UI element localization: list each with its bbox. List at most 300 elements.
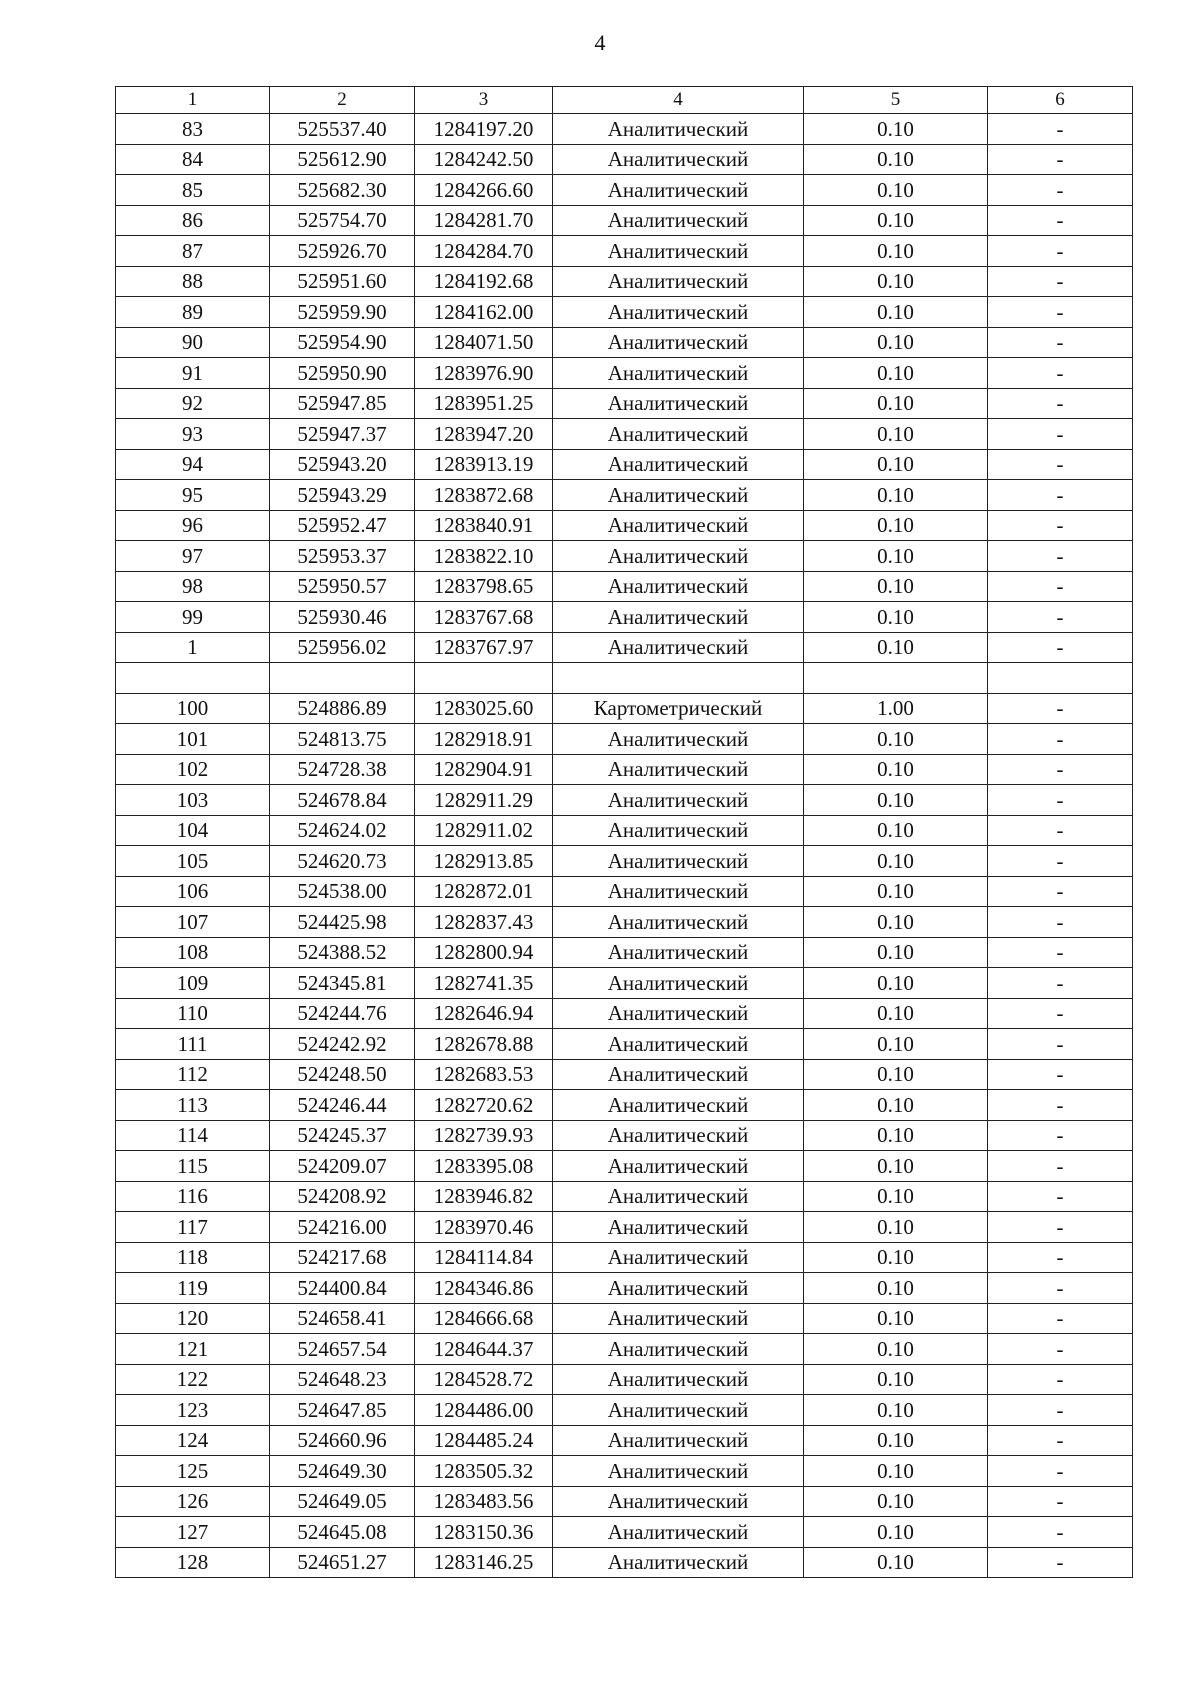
accuracy-cell: 0.10 bbox=[804, 266, 988, 297]
table-row bbox=[116, 724, 1133, 755]
point-number-cell bbox=[116, 663, 270, 694]
table-row bbox=[116, 388, 1133, 419]
table-row bbox=[116, 205, 1133, 236]
point-number-cell: 118 bbox=[116, 1242, 270, 1273]
y-coordinate-cell: 1284346.86 bbox=[415, 1273, 553, 1304]
column-header-6: 6 bbox=[988, 87, 1133, 114]
table-row bbox=[116, 1181, 1133, 1212]
accuracy-cell: 0.10 bbox=[804, 1547, 988, 1578]
y-coordinate-cell: 1282646.94 bbox=[415, 998, 553, 1029]
accuracy-cell: 0.10 bbox=[804, 175, 988, 206]
accuracy-cell: 0.10 bbox=[804, 541, 988, 572]
point-number-cell: 121 bbox=[116, 1334, 270, 1365]
method-cell: Аналитический bbox=[553, 1425, 804, 1456]
table-row bbox=[116, 1456, 1133, 1487]
point-number-cell: 85 bbox=[116, 175, 270, 206]
table-row bbox=[116, 663, 1133, 694]
x-coordinate-cell: 524645.08 bbox=[270, 1517, 415, 1548]
accuracy-cell: 0.10 bbox=[804, 1090, 988, 1121]
x-coordinate-cell: 524216.00 bbox=[270, 1212, 415, 1243]
table-row bbox=[116, 510, 1133, 541]
method-cell: Аналитический bbox=[553, 602, 804, 633]
table-row bbox=[116, 1486, 1133, 1517]
method-cell: Аналитический bbox=[553, 1212, 804, 1243]
x-coordinate-cell: 524647.85 bbox=[270, 1395, 415, 1426]
accuracy-cell: 0.10 bbox=[804, 1212, 988, 1243]
method-cell bbox=[553, 663, 804, 694]
y-coordinate-cell: 1284197.20 bbox=[415, 114, 553, 145]
method-cell: Аналитический bbox=[553, 114, 804, 145]
table-row bbox=[116, 937, 1133, 968]
x-coordinate-cell: 524813.75 bbox=[270, 724, 415, 755]
point-number-cell: 108 bbox=[116, 937, 270, 968]
method-cell: Аналитический bbox=[553, 815, 804, 846]
y-coordinate-cell: 1282911.29 bbox=[415, 785, 553, 816]
method-cell: Аналитический bbox=[553, 205, 804, 236]
table-row bbox=[116, 1029, 1133, 1060]
y-coordinate-cell: 1284114.84 bbox=[415, 1242, 553, 1273]
table-row bbox=[116, 815, 1133, 846]
table-row bbox=[116, 1151, 1133, 1182]
point-number-cell: 96 bbox=[116, 510, 270, 541]
method-cell: Аналитический bbox=[553, 1120, 804, 1151]
table-row bbox=[116, 1090, 1133, 1121]
table-row bbox=[116, 1517, 1133, 1548]
table-row bbox=[116, 602, 1133, 633]
x-coordinate-cell: 524648.23 bbox=[270, 1364, 415, 1395]
y-coordinate-cell: 1282800.94 bbox=[415, 937, 553, 968]
accuracy-cell: 0.10 bbox=[804, 1120, 988, 1151]
y-coordinate-cell: 1282837.43 bbox=[415, 907, 553, 938]
accuracy-cell: 0.10 bbox=[804, 1395, 988, 1426]
y-coordinate-cell: 1282739.93 bbox=[415, 1120, 553, 1151]
point-number-cell: 94 bbox=[116, 449, 270, 480]
point-number-cell: 98 bbox=[116, 571, 270, 602]
method-cell: Аналитический bbox=[553, 1334, 804, 1365]
x-coordinate-cell: 524400.84 bbox=[270, 1273, 415, 1304]
accuracy-cell: 0.10 bbox=[804, 602, 988, 633]
accuracy-cell bbox=[804, 663, 988, 694]
x-coordinate-cell: 525950.90 bbox=[270, 358, 415, 389]
method-cell: Аналитический bbox=[553, 419, 804, 450]
x-coordinate-cell: 525947.85 bbox=[270, 388, 415, 419]
note-cell: - bbox=[988, 1120, 1133, 1151]
x-coordinate-cell: 525943.20 bbox=[270, 449, 415, 480]
point-number-cell: 119 bbox=[116, 1273, 270, 1304]
accuracy-cell: 0.10 bbox=[804, 1517, 988, 1548]
point-number-cell: 84 bbox=[116, 144, 270, 175]
accuracy-cell: 0.10 bbox=[804, 1273, 988, 1304]
table-row bbox=[116, 1212, 1133, 1243]
method-cell: Аналитический bbox=[553, 1486, 804, 1517]
coordinates-table-container bbox=[115, 86, 1132, 1578]
accuracy-cell: 0.10 bbox=[804, 1364, 988, 1395]
method-cell: Аналитический bbox=[553, 724, 804, 755]
note-cell: - bbox=[988, 907, 1133, 938]
table-row bbox=[116, 480, 1133, 511]
y-coordinate-cell: 1283913.19 bbox=[415, 449, 553, 480]
accuracy-cell: 0.10 bbox=[804, 724, 988, 755]
point-number-cell: 123 bbox=[116, 1395, 270, 1426]
y-coordinate-cell: 1282678.88 bbox=[415, 1029, 553, 1060]
note-cell: - bbox=[988, 602, 1133, 633]
accuracy-cell: 0.10 bbox=[804, 571, 988, 602]
point-number-cell: 126 bbox=[116, 1486, 270, 1517]
note-cell: - bbox=[988, 541, 1133, 572]
point-number-cell: 100 bbox=[116, 693, 270, 724]
note-cell: - bbox=[988, 327, 1133, 358]
note-cell: - bbox=[988, 449, 1133, 480]
table-row bbox=[116, 175, 1133, 206]
method-cell: Аналитический bbox=[553, 1517, 804, 1548]
method-cell: Аналитический bbox=[553, 1181, 804, 1212]
table-row bbox=[116, 236, 1133, 267]
point-number-cell: 91 bbox=[116, 358, 270, 389]
table-row bbox=[116, 907, 1133, 938]
table-row bbox=[116, 1273, 1133, 1304]
accuracy-cell: 0.10 bbox=[804, 1059, 988, 1090]
y-coordinate-cell: 1282918.91 bbox=[415, 724, 553, 755]
note-cell: - bbox=[988, 571, 1133, 602]
y-coordinate-cell: 1283976.90 bbox=[415, 358, 553, 389]
accuracy-cell: 0.10 bbox=[804, 419, 988, 450]
note-cell: - bbox=[988, 358, 1133, 389]
point-number-cell: 110 bbox=[116, 998, 270, 1029]
y-coordinate-cell: 1283150.36 bbox=[415, 1517, 553, 1548]
method-cell: Аналитический bbox=[553, 632, 804, 663]
x-coordinate-cell: 524244.76 bbox=[270, 998, 415, 1029]
note-cell: - bbox=[988, 510, 1133, 541]
x-coordinate-cell: 524657.54 bbox=[270, 1334, 415, 1365]
x-coordinate-cell: 525926.70 bbox=[270, 236, 415, 267]
y-coordinate-cell: 1284284.70 bbox=[415, 236, 553, 267]
note-cell: - bbox=[988, 205, 1133, 236]
x-coordinate-cell: 524245.37 bbox=[270, 1120, 415, 1151]
point-number-cell: 93 bbox=[116, 419, 270, 450]
accuracy-cell: 0.10 bbox=[804, 449, 988, 480]
x-coordinate-cell: 525954.90 bbox=[270, 327, 415, 358]
y-coordinate-cell: 1283767.68 bbox=[415, 602, 553, 633]
x-coordinate-cell: 524649.30 bbox=[270, 1456, 415, 1487]
point-number-cell: 103 bbox=[116, 785, 270, 816]
table-body bbox=[116, 87, 1133, 1578]
point-number-cell: 122 bbox=[116, 1364, 270, 1395]
column-header-2: 2 bbox=[270, 87, 415, 114]
table-row bbox=[116, 846, 1133, 877]
table-row bbox=[116, 785, 1133, 816]
point-number-cell: 105 bbox=[116, 846, 270, 877]
table-row bbox=[116, 693, 1133, 724]
method-cell: Аналитический bbox=[553, 968, 804, 999]
table-row bbox=[116, 358, 1133, 389]
point-number-cell: 1 bbox=[116, 632, 270, 663]
note-cell: - bbox=[988, 693, 1133, 724]
method-cell: Аналитический bbox=[553, 1090, 804, 1121]
note-cell: - bbox=[988, 419, 1133, 450]
y-coordinate-cell: 1283822.10 bbox=[415, 541, 553, 572]
method-cell: Аналитический bbox=[553, 1242, 804, 1273]
point-number-cell: 127 bbox=[116, 1517, 270, 1548]
method-cell: Аналитический bbox=[553, 144, 804, 175]
y-coordinate-cell: 1283025.60 bbox=[415, 693, 553, 724]
table-row bbox=[116, 1547, 1133, 1578]
x-coordinate-cell: 524246.44 bbox=[270, 1090, 415, 1121]
table-row bbox=[116, 1425, 1133, 1456]
method-cell: Аналитический bbox=[553, 1059, 804, 1090]
x-coordinate-cell: 525537.40 bbox=[270, 114, 415, 145]
point-number-cell: 112 bbox=[116, 1059, 270, 1090]
x-coordinate-cell: 524660.96 bbox=[270, 1425, 415, 1456]
note-cell: - bbox=[988, 754, 1133, 785]
x-coordinate-cell: 525943.29 bbox=[270, 480, 415, 511]
y-coordinate-cell: 1283951.25 bbox=[415, 388, 553, 419]
note-cell: - bbox=[988, 1059, 1133, 1090]
y-coordinate-cell: 1284666.68 bbox=[415, 1303, 553, 1334]
accuracy-cell: 0.10 bbox=[804, 846, 988, 877]
x-coordinate-cell: 524242.92 bbox=[270, 1029, 415, 1060]
x-coordinate-cell: 525682.30 bbox=[270, 175, 415, 206]
note-cell: - bbox=[988, 1517, 1133, 1548]
x-coordinate-cell: 525930.46 bbox=[270, 602, 415, 633]
method-cell: Аналитический bbox=[553, 236, 804, 267]
method-cell: Аналитический bbox=[553, 785, 804, 816]
table-row bbox=[116, 114, 1133, 145]
accuracy-cell: 0.10 bbox=[804, 907, 988, 938]
table-row bbox=[116, 1059, 1133, 1090]
y-coordinate-cell: 1284071.50 bbox=[415, 327, 553, 358]
accuracy-cell: 0.10 bbox=[804, 327, 988, 358]
method-cell: Аналитический bbox=[553, 876, 804, 907]
y-coordinate-cell: 1282683.53 bbox=[415, 1059, 553, 1090]
accuracy-cell: 0.10 bbox=[804, 1334, 988, 1365]
method-cell: Аналитический bbox=[553, 510, 804, 541]
note-cell: - bbox=[988, 388, 1133, 419]
column-header-4: 4 bbox=[553, 87, 804, 114]
y-coordinate-cell: 1283946.82 bbox=[415, 1181, 553, 1212]
point-number-cell: 101 bbox=[116, 724, 270, 755]
x-coordinate-cell: 525612.90 bbox=[270, 144, 415, 175]
note-cell: - bbox=[988, 1273, 1133, 1304]
note-cell: - bbox=[988, 1212, 1133, 1243]
point-number-cell: 109 bbox=[116, 968, 270, 999]
table-row bbox=[116, 1395, 1133, 1426]
x-coordinate-cell: 524678.84 bbox=[270, 785, 415, 816]
note-cell: - bbox=[988, 1425, 1133, 1456]
note-cell: - bbox=[988, 266, 1133, 297]
note-cell: - bbox=[988, 1334, 1133, 1365]
method-cell: Аналитический bbox=[553, 907, 804, 938]
table-row bbox=[116, 1120, 1133, 1151]
accuracy-cell: 1.00 bbox=[804, 693, 988, 724]
point-number-cell: 128 bbox=[116, 1547, 270, 1578]
y-coordinate-cell: 1282904.91 bbox=[415, 754, 553, 785]
x-coordinate-cell: 524620.73 bbox=[270, 846, 415, 877]
note-cell: - bbox=[988, 998, 1133, 1029]
accuracy-cell: 0.10 bbox=[804, 754, 988, 785]
x-coordinate-cell: 524248.50 bbox=[270, 1059, 415, 1090]
table-row bbox=[116, 571, 1133, 602]
accuracy-cell: 0.10 bbox=[804, 1303, 988, 1334]
method-cell: Аналитический bbox=[553, 754, 804, 785]
accuracy-cell: 0.10 bbox=[804, 1242, 988, 1273]
y-coordinate-cell: 1282720.62 bbox=[415, 1090, 553, 1121]
method-cell: Аналитический bbox=[553, 297, 804, 328]
x-coordinate-cell: 524538.00 bbox=[270, 876, 415, 907]
x-coordinate-cell: 524649.05 bbox=[270, 1486, 415, 1517]
note-cell: - bbox=[988, 1456, 1133, 1487]
y-coordinate-cell: 1284644.37 bbox=[415, 1334, 553, 1365]
accuracy-cell: 0.10 bbox=[804, 815, 988, 846]
point-number-cell: 86 bbox=[116, 205, 270, 236]
table-row bbox=[116, 876, 1133, 907]
point-number-cell: 97 bbox=[116, 541, 270, 572]
point-number-cell: 102 bbox=[116, 754, 270, 785]
y-coordinate-cell bbox=[415, 663, 553, 694]
table-row bbox=[116, 632, 1133, 663]
y-coordinate-cell: 1283767.97 bbox=[415, 632, 553, 663]
y-coordinate-cell: 1283840.91 bbox=[415, 510, 553, 541]
accuracy-cell: 0.10 bbox=[804, 205, 988, 236]
y-coordinate-cell: 1284266.60 bbox=[415, 175, 553, 206]
table-row bbox=[116, 327, 1133, 358]
table-row bbox=[116, 1334, 1133, 1365]
accuracy-cell: 0.10 bbox=[804, 1181, 988, 1212]
method-cell: Аналитический bbox=[553, 1395, 804, 1426]
x-coordinate-cell: 525952.47 bbox=[270, 510, 415, 541]
note-cell: - bbox=[988, 785, 1133, 816]
y-coordinate-cell: 1284242.50 bbox=[415, 144, 553, 175]
point-number-cell: 120 bbox=[116, 1303, 270, 1334]
method-cell: Аналитический bbox=[553, 480, 804, 511]
point-number-cell: 111 bbox=[116, 1029, 270, 1060]
accuracy-cell: 0.10 bbox=[804, 1425, 988, 1456]
table-row bbox=[116, 998, 1133, 1029]
column-header-5: 5 bbox=[804, 87, 988, 114]
method-cell: Аналитический bbox=[553, 266, 804, 297]
note-cell: - bbox=[988, 1547, 1133, 1578]
x-coordinate-cell: 524425.98 bbox=[270, 907, 415, 938]
x-coordinate-cell: 525951.60 bbox=[270, 266, 415, 297]
accuracy-cell: 0.10 bbox=[804, 876, 988, 907]
accuracy-cell: 0.10 bbox=[804, 114, 988, 145]
accuracy-cell: 0.10 bbox=[804, 510, 988, 541]
note-cell: - bbox=[988, 480, 1133, 511]
accuracy-cell: 0.10 bbox=[804, 388, 988, 419]
accuracy-cell: 0.10 bbox=[804, 632, 988, 663]
y-coordinate-cell: 1284486.00 bbox=[415, 1395, 553, 1426]
accuracy-cell: 0.10 bbox=[804, 1486, 988, 1517]
y-coordinate-cell: 1284528.72 bbox=[415, 1364, 553, 1395]
table-row bbox=[116, 968, 1133, 999]
x-coordinate-cell: 525956.02 bbox=[270, 632, 415, 663]
note-cell: - bbox=[988, 1151, 1133, 1182]
y-coordinate-cell: 1283483.56 bbox=[415, 1486, 553, 1517]
method-cell: Аналитический bbox=[553, 998, 804, 1029]
table-header-row bbox=[116, 87, 1133, 114]
note-cell: - bbox=[988, 1395, 1133, 1426]
table-row bbox=[116, 541, 1133, 572]
y-coordinate-cell: 1283505.32 bbox=[415, 1456, 553, 1487]
x-coordinate-cell: 525953.37 bbox=[270, 541, 415, 572]
note-cell: - bbox=[988, 846, 1133, 877]
method-cell: Аналитический bbox=[553, 1151, 804, 1182]
y-coordinate-cell: 1284485.24 bbox=[415, 1425, 553, 1456]
note-cell: - bbox=[988, 114, 1133, 145]
point-number-cell: 88 bbox=[116, 266, 270, 297]
point-number-cell: 114 bbox=[116, 1120, 270, 1151]
x-coordinate-cell: 524728.38 bbox=[270, 754, 415, 785]
accuracy-cell: 0.10 bbox=[804, 1151, 988, 1182]
note-cell: - bbox=[988, 876, 1133, 907]
table-row bbox=[116, 266, 1133, 297]
x-coordinate-cell: 525754.70 bbox=[270, 205, 415, 236]
point-number-cell: 124 bbox=[116, 1425, 270, 1456]
table-row bbox=[116, 1303, 1133, 1334]
point-number-cell: 83 bbox=[116, 114, 270, 145]
accuracy-cell: 0.10 bbox=[804, 480, 988, 511]
note-cell: - bbox=[988, 297, 1133, 328]
note-cell: - bbox=[988, 1181, 1133, 1212]
coordinates-table bbox=[115, 86, 1133, 1578]
accuracy-cell: 0.10 bbox=[804, 1456, 988, 1487]
accuracy-cell: 0.10 bbox=[804, 1029, 988, 1060]
method-cell: Аналитический bbox=[553, 937, 804, 968]
note-cell: - bbox=[988, 937, 1133, 968]
x-coordinate-cell: 525950.57 bbox=[270, 571, 415, 602]
column-header-1: 1 bbox=[116, 87, 270, 114]
point-number-cell: 115 bbox=[116, 1151, 270, 1182]
y-coordinate-cell: 1283872.68 bbox=[415, 480, 553, 511]
method-cell: Аналитический bbox=[553, 541, 804, 572]
y-coordinate-cell: 1284281.70 bbox=[415, 205, 553, 236]
x-coordinate-cell: 525947.37 bbox=[270, 419, 415, 450]
table-row bbox=[116, 1364, 1133, 1395]
point-number-cell: 87 bbox=[116, 236, 270, 267]
accuracy-cell: 0.10 bbox=[804, 144, 988, 175]
method-cell: Аналитический bbox=[553, 571, 804, 602]
table-row bbox=[116, 144, 1133, 175]
accuracy-cell: 0.10 bbox=[804, 785, 988, 816]
note-cell: - bbox=[988, 144, 1133, 175]
x-coordinate-cell: 524624.02 bbox=[270, 815, 415, 846]
note-cell bbox=[988, 663, 1133, 694]
point-number-cell: 95 bbox=[116, 480, 270, 511]
x-coordinate-cell: 524886.89 bbox=[270, 693, 415, 724]
note-cell: - bbox=[988, 1029, 1133, 1060]
point-number-cell: 106 bbox=[116, 876, 270, 907]
x-coordinate-cell: 524388.52 bbox=[270, 937, 415, 968]
accuracy-cell: 0.10 bbox=[804, 236, 988, 267]
method-cell: Картометрический bbox=[553, 693, 804, 724]
method-cell: Аналитический bbox=[553, 1303, 804, 1334]
x-coordinate-cell: 524651.27 bbox=[270, 1547, 415, 1578]
accuracy-cell: 0.10 bbox=[804, 297, 988, 328]
point-number-cell: 104 bbox=[116, 815, 270, 846]
accuracy-cell: 0.10 bbox=[804, 968, 988, 999]
point-number-cell: 89 bbox=[116, 297, 270, 328]
y-coordinate-cell: 1284192.68 bbox=[415, 266, 553, 297]
method-cell: Аналитический bbox=[553, 449, 804, 480]
y-coordinate-cell: 1284162.00 bbox=[415, 297, 553, 328]
table-row bbox=[116, 419, 1133, 450]
point-number-cell: 99 bbox=[116, 602, 270, 633]
note-cell: - bbox=[988, 632, 1133, 663]
point-number-cell: 113 bbox=[116, 1090, 270, 1121]
page-number: 4 bbox=[594, 30, 606, 55]
x-coordinate-cell: 524208.92 bbox=[270, 1181, 415, 1212]
note-cell: - bbox=[988, 1090, 1133, 1121]
y-coordinate-cell: 1283146.25 bbox=[415, 1547, 553, 1578]
